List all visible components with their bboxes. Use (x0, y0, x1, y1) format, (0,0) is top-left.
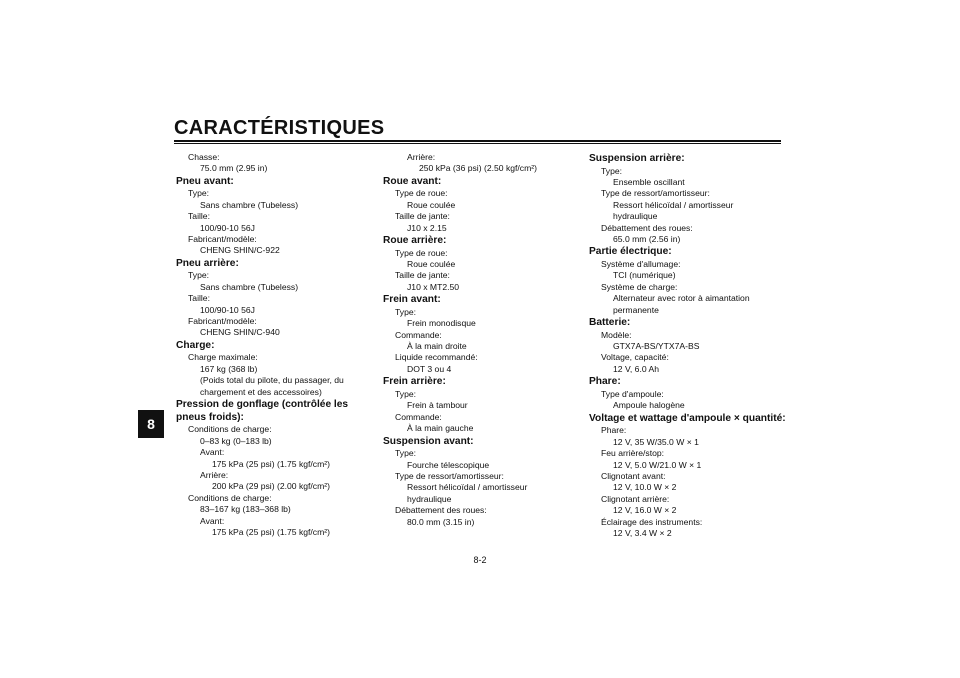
spec-value: permanente (613, 304, 659, 315)
spec-label: Chasse: (188, 152, 220, 162)
spec-label: Débattement des roues: (395, 505, 487, 516)
spec-label: Type: (601, 165, 623, 176)
spec-value: Arrière: (407, 152, 436, 162)
spec-label: Type: (395, 448, 417, 459)
spec-label: Type: (188, 188, 210, 199)
spec-heading: Pneu arrière: (176, 257, 239, 269)
spec-label: Phare: (601, 425, 627, 436)
spec-label: Conditions de charge: (188, 424, 272, 435)
spec-label: Conditions de charge: (188, 492, 272, 503)
spec-value: 80.0 mm (3.15 in) (407, 516, 475, 527)
spec-value: hydraulique (407, 493, 452, 504)
spec-heading: Frein arrière: (383, 376, 446, 388)
spec-value: 167 kg (368 lb) (200, 363, 258, 374)
spec-heading: Suspension avant: (383, 435, 474, 447)
spec-value: Avant: (200, 447, 225, 458)
spec-value: Alternateur avec rotor à aimantation (613, 293, 750, 304)
spec-value: DOT 3 ou 4 (407, 363, 452, 374)
spec-value: 12 V, 16.0 W × 2 (613, 505, 677, 516)
spec-value: J10 x 2.15 (407, 222, 447, 233)
spec-value: 175 kPa (25 psi) (1.75 kgf/cm²) (212, 526, 330, 537)
spec-heading: Roue arrière: (383, 235, 447, 247)
spec-value: Avant: (200, 515, 225, 526)
spec-column-2 (383, 152, 583, 528)
spec-heading: Charge: (176, 339, 215, 351)
spec-label: Taille: (188, 293, 210, 304)
spec-label: Commande: (395, 411, 442, 422)
spec-value: Sans chambre (Tubeless) (200, 281, 299, 292)
spec-value: 200 kPa (29 psi) (2.00 kgf/cm²) (212, 481, 330, 492)
spec-value: À la main gauche (407, 423, 474, 434)
spec-value: 75.0 mm (2.95 in) (200, 163, 268, 174)
spec-label: Modèle: (601, 329, 632, 340)
spec-value: 250 kPa (36 psi) (2.50 kgf/cm²) (419, 163, 537, 174)
spec-label: Fabricant/modèle: (188, 316, 257, 327)
page-title: CARACTÉRISTIQUES (174, 117, 385, 139)
spec-value: (Poids total du pilote, du passager, du (200, 375, 344, 386)
spec-label: Type de roue: (395, 188, 448, 199)
spec-column-1 (176, 152, 376, 538)
spec-label: Type: (395, 388, 417, 399)
spec-label: Clignotant arrière: (601, 493, 670, 504)
spec-value: Arrière: (200, 469, 229, 480)
spec-value: Roue coulée (407, 259, 456, 270)
spec-value: Roue coulée (407, 199, 456, 210)
spec-value: CHENG SHIN/C-940 (200, 327, 280, 338)
spec-label: Type: (395, 306, 417, 317)
spec-label: Commande: (395, 329, 442, 340)
spec-value: 12 V, 35 W/35.0 W × 1 (613, 436, 699, 447)
spec-value: CHENG SHIN/C-922 (200, 245, 280, 256)
spec-value: chargement et des accessoires) (200, 386, 322, 397)
spec-value: GTX7A-BS/YTX7A-BS (613, 341, 700, 352)
spec-heading: Pression de gonflage (contrôlée les pneus froids): (176, 399, 349, 423)
spec-label: Voltage, capacité: (601, 352, 669, 363)
spec-heading: Roue avant: (383, 175, 442, 187)
spec-label: Type d'ampoule: (601, 388, 664, 399)
spec-label: Débattement des roues: (601, 222, 693, 233)
spec-value: 12 V, 6.0 Ah (613, 363, 660, 374)
spec-label: Système d'allumage: (601, 259, 681, 270)
spec-value: hydraulique (613, 211, 658, 222)
spec-value: 12 V, 5.0 W/21.0 W × 1 (613, 459, 702, 470)
spec-label: Fabricant/modèle: (188, 234, 257, 245)
spec-value: 100/90-10 56J (200, 304, 255, 315)
chapter-tab: 8 (138, 410, 164, 438)
spec-value: 100/90-10 56J (200, 222, 255, 233)
spec-value: Ressort hélicoïdal / amortisseur (613, 199, 734, 210)
spec-label: Charge maximale: (188, 352, 258, 363)
spec-label: Type de ressort/amortisseur: (395, 470, 504, 481)
spec-label: Taille de jante: (395, 270, 450, 281)
spec-value: TCI (numérique) (613, 270, 676, 281)
title-rule (174, 140, 781, 142)
spec-column-3 (589, 152, 789, 539)
title-rule-thin (174, 143, 781, 144)
spec-value: Ensemble oscillant (613, 177, 685, 187)
spec-heading: Voltage et wattage d'ampoule × quantité: (589, 412, 786, 424)
spec-heading: Suspension arrière: (589, 153, 685, 164)
spec-heading: Pneu avant: (176, 175, 234, 187)
spec-heading: Partie électrique: (589, 246, 672, 258)
spec-value: 12 V, 3.4 W × 2 (613, 527, 672, 538)
page-number: 8-2 (473, 555, 487, 565)
spec-heading: Phare: (589, 376, 621, 388)
spec-label: Liquide recommandé: (395, 352, 478, 363)
spec-value: À la main droite (407, 341, 467, 352)
spec-label: Éclairage des instruments: (601, 516, 703, 527)
spec-value: Ressort hélicoïdal / amortisseur (407, 482, 528, 493)
spec-heading: Batterie: (589, 317, 631, 329)
spec-value: J10 x MT2.50 (407, 281, 460, 292)
spec-value: 12 V, 10.0 W × 2 (613, 482, 677, 493)
spec-value: Frein monodisque (407, 318, 476, 329)
spec-value: 65.0 mm (2.56 in) (613, 234, 681, 245)
spec-value: Frein à tambour (407, 400, 468, 411)
spec-value: Fourche télescopique (407, 459, 490, 470)
spec-label: Type de roue: (395, 247, 448, 258)
spec-label: Clignotant avant: (601, 470, 666, 481)
spec-value: Ampoule halogène (613, 400, 685, 411)
spec-value: 175 kPa (25 psi) (1.75 kgf/cm²) (212, 458, 330, 469)
spec-label: Feu arrière/stop: (601, 448, 665, 459)
spec-label: Système de charge: (601, 281, 678, 292)
spec-value: 0–83 kg (0–183 lb) (200, 435, 272, 446)
spec-label: Type: (188, 270, 210, 281)
spec-label: Taille: (188, 211, 210, 222)
spec-value: 83–167 kg (183–368 lb) (200, 504, 291, 515)
spec-value: Sans chambre (Tubeless) (200, 199, 299, 210)
spec-label: Taille de jante: (395, 211, 450, 222)
spec-heading: Frein avant: (383, 294, 441, 306)
spec-label: Type de ressort/amortisseur: (601, 188, 710, 199)
